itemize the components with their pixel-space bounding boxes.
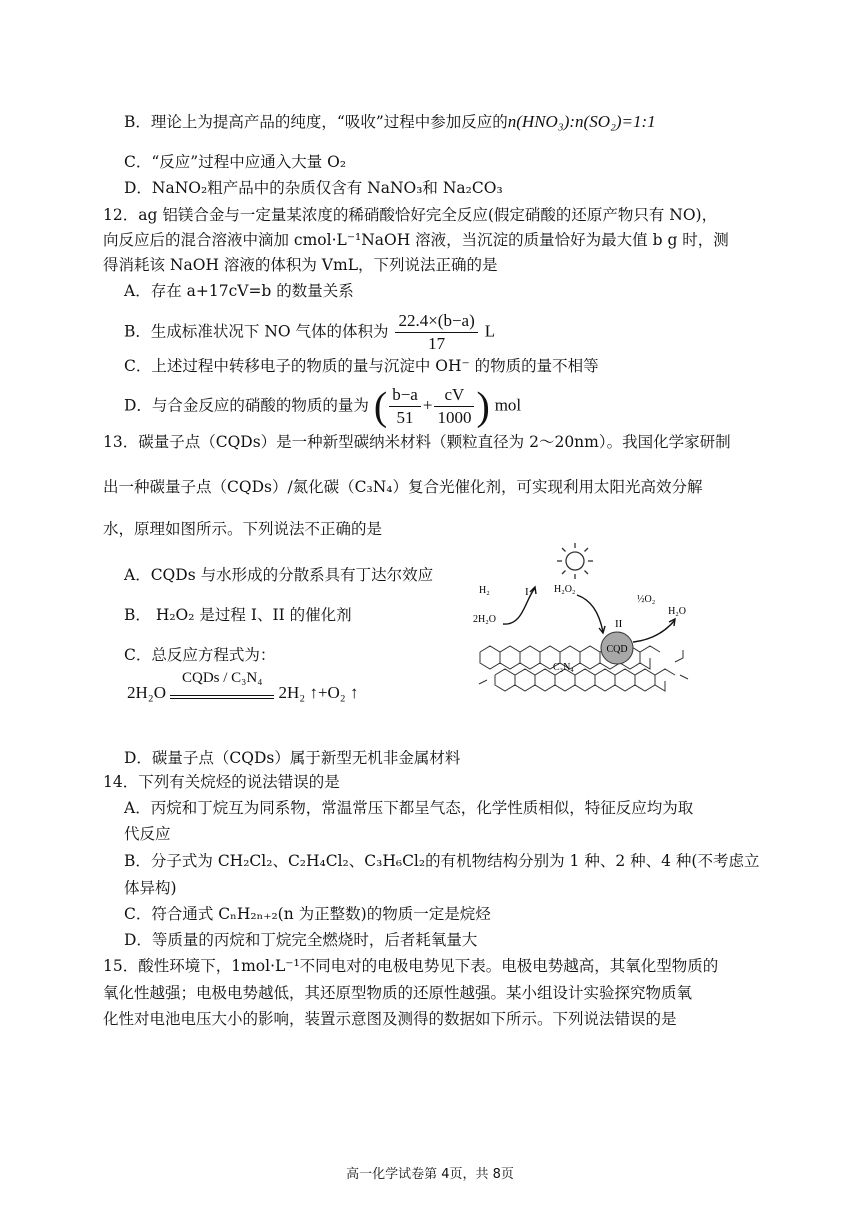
label-process-2: II (615, 618, 623, 630)
q11-option-b-math: n(HNO₃):n(SO₂)=1:1 (507, 112, 656, 131)
c3n4-layer (479, 646, 688, 691)
page-footer: 高一化学试卷第 4页，共 8页 (346, 1167, 514, 1182)
q13-option-c: C．总反应方程式为： (124, 646, 276, 664)
label-h2: H₂ (479, 585, 490, 596)
q13-option-d: D．碳量子点（CQDs）属于新型无机非金属材料 (124, 749, 461, 767)
fraction-numerator: cV (434, 384, 474, 407)
q13-total-equation (127, 670, 359, 704)
q14-option-c: C．符合通式 CₙH₂ₙ₊₂(n 为正整数)的物质一定是烷烃 (124, 905, 491, 923)
label-2h2o: 2H₂O (473, 614, 496, 625)
fraction-denominator: 17 (428, 334, 446, 353)
q14-option-d: D．等质量的丙烷和丁烷完全燃烧时，后者耗氧量大 (124, 931, 478, 949)
q12-option-b (124, 310, 495, 355)
sun-icon (557, 543, 593, 579)
fraction-numerator: b−a (389, 384, 421, 407)
equation-catalyst: CQDs / C₃N₄ (181, 670, 263, 687)
q15-stem-line3: 化性对电池电压大小的影响，装置示意图及测得的数据如下所示。下列说法错误的是 (103, 1010, 677, 1028)
q12-option-d: D．与合金反应的硝酸的物质的量为 ( $\frac{b-a}{51}$ + $\frac{cV}{1000}$ ) mol (124, 383, 522, 429)
q12-stem-line3: 得消耗该 NaOH 溶液的体积为 VmL，下列说法正确的是 (103, 256, 498, 274)
fraction-denominator: 51 (396, 408, 414, 427)
q15-stem-line1: 15．酸性环境下，1mol·L⁻¹不同电对的电极电势见下表。电极电势越高，其氧化型物质的 (103, 957, 719, 975)
q12-option-b-unit: L (484, 321, 496, 341)
fraction-numerator: 22.4×(b−a) (395, 310, 477, 333)
label-c3n4: C₃N₄ (553, 662, 574, 673)
q11-option-b (124, 110, 656, 134)
q12-option-d-fraction-2 (434, 384, 474, 429)
q12-stem-line1: 12．ag 铝镁合金与一定量某浓度的稀硝酸恰好完全反应(假定硝酸的还原产物只有 NO)， (103, 206, 718, 224)
fraction-denominator: 1000 (437, 408, 472, 427)
q12-option-d-text: D．与合金反应的硝酸的物质的量为 (124, 396, 369, 415)
equation-arrow (170, 670, 274, 704)
q12-option-d-unit: mol (494, 395, 522, 415)
q13-option-b: B． H₂O₂ 是过程 I、II 的催化剂 (124, 606, 352, 624)
q12-stem-line2: 向反应后的混合溶液中滴加 cmol·L⁻¹NaOH 溶液，当沉淀的质量恰好为最大值 b g 时，测 (103, 231, 729, 249)
q14-option-b-line2: 体异构) (124, 879, 177, 897)
q13-stem-line2: 出一种碳量子点（CQDs）/氮化碳（C₃N₄）复合光催化剂，可实现利用太阳光高效分解 (103, 478, 703, 496)
label-process-1: I (525, 586, 529, 598)
label-half-o2: ½O₂ (637, 594, 656, 605)
equation-left: 2H₂O (127, 683, 166, 702)
q13-stem-line3: 水，原理如图所示。下列说法不正确的是 (103, 520, 383, 538)
q11-option-b-text: B．理论上为提高产品的纯度，“吸收”过程中参加反应的 (124, 113, 508, 131)
label-h2o2: H₂O₂ (554, 584, 576, 595)
q15-stem-line2: 氧化性越强；电极电势越低，其还原型物质的还原性越强。某小组设计实验探究物质氧 (103, 984, 693, 1002)
q11-option-c: C．“反应”过程中应通入大量 O₂ (124, 153, 347, 171)
q12-option-c: C．上述过程中转移电子的物质的量与沉淀中 OH⁻ 的物质的量不相等 (124, 357, 599, 375)
q14-option-a-line2: 代反应 (124, 825, 171, 843)
label-h2o-product: H₂O (668, 606, 686, 617)
photocatalysis-diagram (465, 540, 695, 700)
q14-stem: 14．下列有关烷烃的说法错误的是 (103, 773, 340, 791)
q14-option-b-line1: B．分子式为 CH₂Cl₂、C₂H₄Cl₂、C₃H₆Cl₂的有机物结构分别为 1 种、2 种、4 种(不考虑立 (124, 852, 760, 870)
equation-right: 2H₂ ↑+O₂ ↑ (278, 683, 359, 702)
q13-option-a: A．CQDs 与水形成的分散系具有丁达尔效应 (124, 566, 434, 584)
q11-option-d: D．NaNO₂粗产品中的杂质仅含有 NaNO₃和 Na₂CO₃ (124, 179, 503, 197)
q12-option-b-text: B．生成标准状况下 NO 气体的体积为 (124, 322, 389, 341)
q12-option-b-fraction (395, 310, 477, 355)
q12-option-d-fraction-1 (389, 384, 421, 429)
label-cqd: CQD (606, 644, 628, 655)
q14-option-a-line1: A．丙烷和丁烷互为同系物，常温常压下都呈气态，化学性质相似，特征反应均为取 (124, 799, 694, 817)
q13-stem-line1: 13．碳量子点（CQDs）是一种新型碳纳米材料（颗粒直径为 2～20nm）。我国化学家研制 (103, 433, 731, 451)
q12-option-a: A．存在 a+17cV=b 的数量关系 (124, 282, 354, 300)
